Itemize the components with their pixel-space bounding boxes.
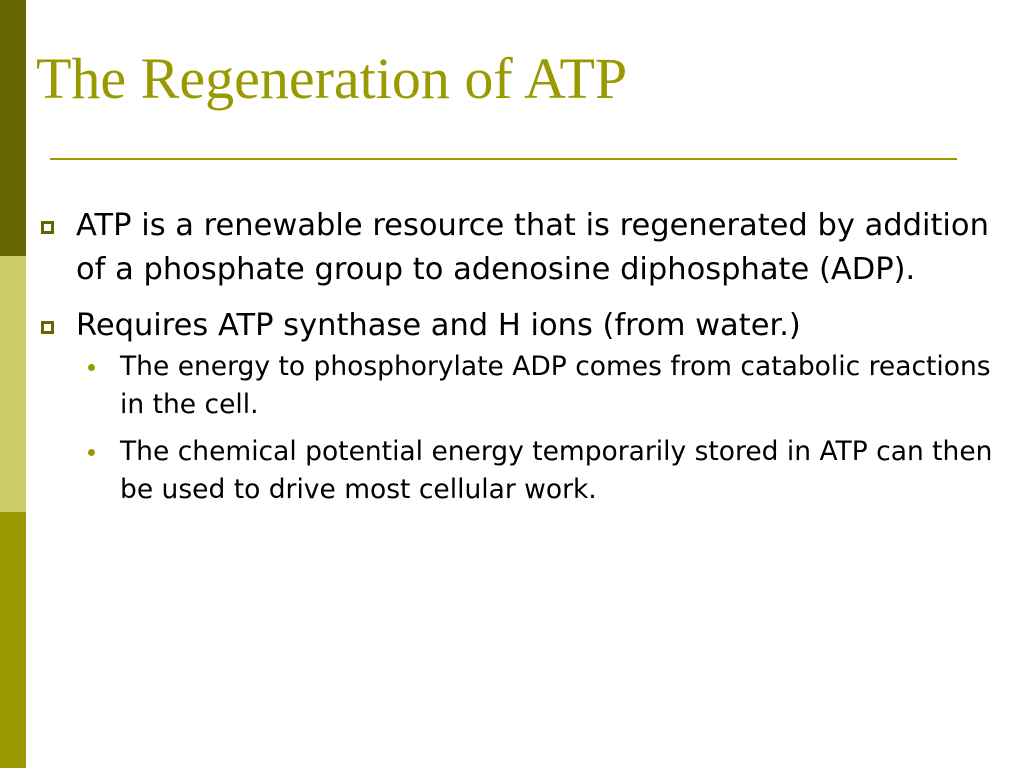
dot-bullet-icon <box>88 364 95 371</box>
sub-bullet-text: The chemical potential energy temporarily stored in ATP can then be used to drive most cellular work. <box>120 436 993 505</box>
hollow-square-bullet-icon <box>41 221 54 234</box>
slide-title: The Regeneration of ATP <box>36 46 628 111</box>
bullet-text: ATP is a renewable resource that is regenerated by addition of a phosphate group to adenosine diphosphate (ADP). <box>76 208 989 287</box>
title-underline-rule <box>50 158 957 160</box>
slide-body <box>0 204 1024 518</box>
sub-bullet-text: The energy to phosphorylate ADP comes from catabolic reactions in the cell. <box>120 351 991 420</box>
bullet-text: Requires ATP synthase and H ions (from water.) <box>76 308 801 343</box>
bullet-item <box>76 204 996 292</box>
bullet-item <box>76 304 996 348</box>
sub-bullet-item <box>120 433 1010 509</box>
dot-bullet-icon <box>88 449 95 456</box>
hollow-square-bullet-icon <box>41 321 54 334</box>
sub-bullet-item <box>120 348 1010 424</box>
side-bar-bottom-segment <box>0 512 26 768</box>
